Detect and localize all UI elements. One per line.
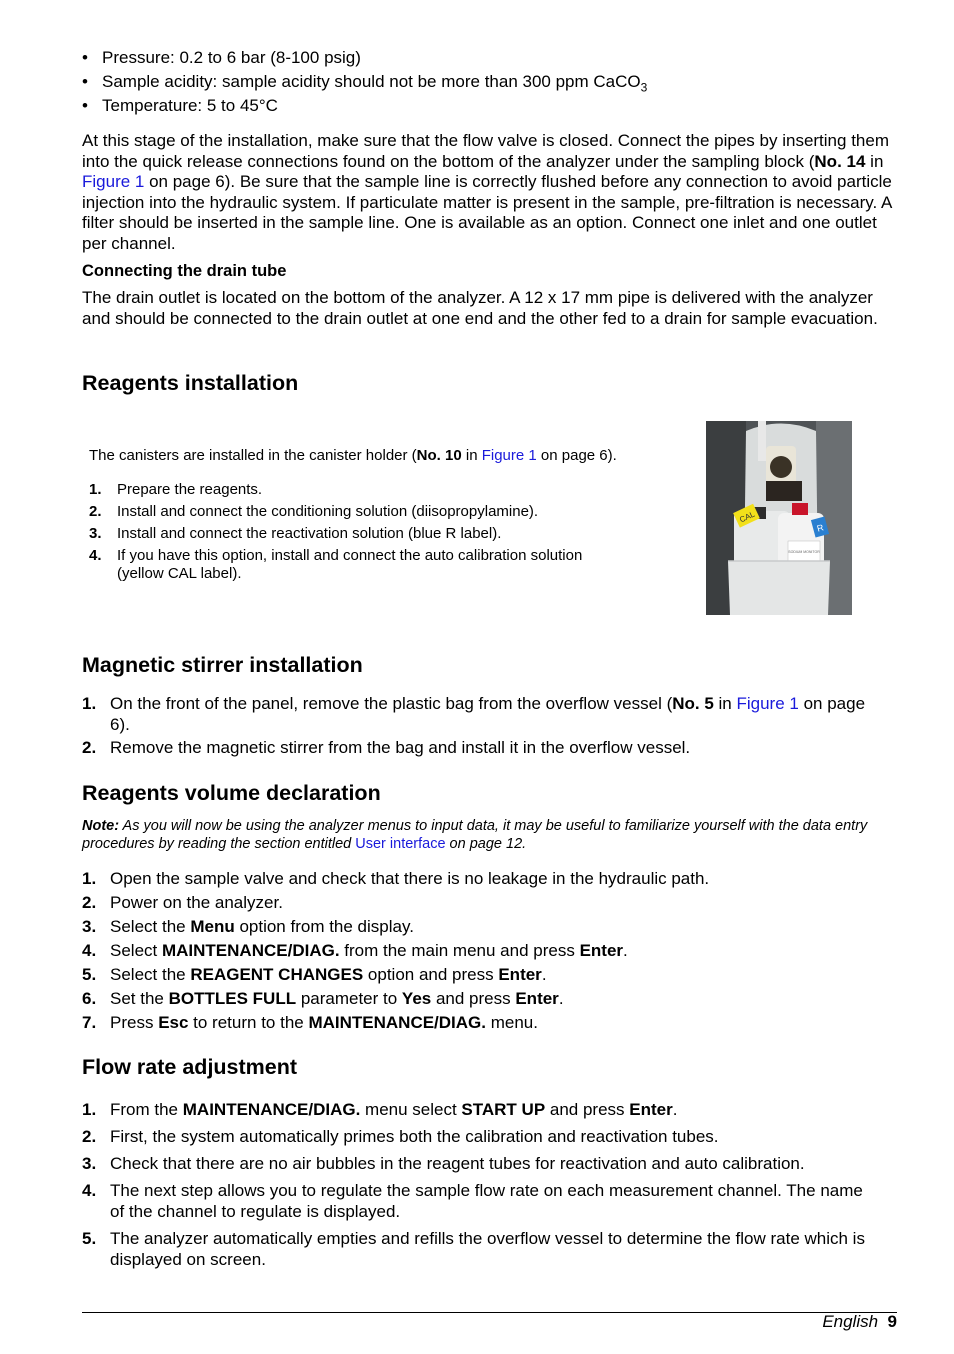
list-item (82, 941, 872, 962)
bold-run: No. 14 (814, 151, 866, 171)
text-run: Select (110, 940, 162, 960)
reagents-volume-heading: Reagents volume declaration (82, 781, 381, 805)
bold-run: Esc (158, 1012, 189, 1032)
page-footer (822, 1312, 897, 1332)
bold-run: MAINTENANCE/DIAG. (161, 940, 340, 960)
step-number: 2. (82, 738, 97, 758)
text-run: Power on the analyzer. (110, 892, 283, 912)
bold-run: REAGENT CHANGES (190, 964, 364, 984)
intro-paragraph (82, 131, 897, 255)
figure-1-link[interactable]: Figure 1 (82, 172, 145, 192)
canister-illustration (706, 421, 852, 615)
text-run: option from the display. (234, 916, 414, 936)
r-label: R (815, 522, 825, 534)
text-run: Select the (110, 964, 191, 984)
text-run: menu select (360, 1100, 462, 1119)
bold-run: START UP (461, 1100, 546, 1119)
text-run: Press (110, 1012, 159, 1032)
list-item (89, 525, 629, 543)
text-run: At this stage of the installation, make sure that the flow valve is closed. Connect the pipes by inserting them into the quick release connections found on the bottom of the analyzer under the sampling block ( (82, 131, 889, 171)
step-number: 7. (82, 1012, 97, 1032)
bold-run: Enter (629, 1100, 673, 1119)
step-number: 2. (82, 892, 97, 912)
bold-run: BOTTLES FULL (168, 988, 297, 1008)
text-run: The canisters are installed in the canister holder ( (89, 447, 417, 464)
bullet-text: Temperature: 5 to 45°C (102, 96, 278, 115)
list-item (82, 1013, 872, 1034)
step-number: 2. (82, 1127, 97, 1147)
list-item (89, 547, 629, 583)
bold-run: No. 5 (672, 694, 714, 713)
footer-rule (82, 1312, 897, 1313)
volume-steps (82, 869, 872, 1037)
stirrer-steps (82, 694, 872, 759)
flow-rate-heading: Flow rate adjustment (82, 1055, 298, 1079)
bullet-dot: • (82, 96, 88, 115)
step-number: 1. (82, 869, 97, 888)
figure-1-link[interactable]: Figure 1 (481, 447, 537, 464)
bold-run: MAINTENANCE/DIAG. (182, 1100, 361, 1119)
list-item (82, 965, 872, 986)
text-run: The next step allows you to regulate the sample flow rate on each measurement channel. The name of the channel to regulate is displayed. (110, 1181, 863, 1221)
text-run: parameter to (296, 988, 402, 1008)
reagents-installation-heading: Reagents installation (82, 371, 299, 395)
step-text: Install and connect the conditioning solution (diisopropylamine). (117, 503, 539, 520)
text-run: in (713, 694, 737, 713)
bottle-label: SODIUM MONITOR (788, 550, 820, 554)
text-run: on page 12. (445, 836, 527, 852)
bullet-item (82, 70, 902, 94)
drain-paragraph: The drain outlet is located on the bottom of the analyzer. A 12 x 17 mm pipe is delivered with the analyzer and should be connected to the drain outlet at one end and the other fed to a drain for sample evacuation. (82, 288, 878, 328)
step-text: Prepare the reagents. (117, 481, 263, 498)
text-run: Select the (110, 916, 191, 936)
note-label: Note: (82, 818, 120, 834)
text-run: option and press (363, 964, 499, 984)
text-run: to return to the (188, 1012, 309, 1032)
text-run: . (623, 940, 628, 960)
bullet-text: Sample acidity: sample acidity should not be more than 300 ppm CaCO (102, 72, 641, 91)
step-number: 3. (82, 1154, 97, 1174)
page-number: 9 (887, 1312, 897, 1331)
step-number: 5. (82, 1228, 97, 1248)
list-item (82, 694, 872, 735)
flow-steps (82, 1100, 872, 1277)
step-number: 2. (89, 503, 102, 520)
figure-1-link[interactable]: Figure 1 (736, 694, 799, 713)
spec-bullet-list (82, 46, 902, 118)
text-run: from the main menu and press (339, 940, 580, 960)
text-run: Check that there are no air bubbles in the reagent tubes for reactivation and auto calibration. (110, 1154, 805, 1174)
list-item (82, 1229, 872, 1270)
reagent-steps (89, 481, 629, 583)
bullet-item (82, 94, 902, 118)
text-run: and press (431, 988, 516, 1008)
user-interface-link[interactable]: User interface (355, 836, 446, 852)
step-number: 4. (89, 547, 102, 564)
step-number: 1. (82, 694, 97, 713)
step-number: 6. (82, 988, 97, 1008)
subscript: 3 (640, 80, 648, 95)
bold-run: No. 10 (416, 447, 462, 464)
text-run: . (558, 988, 564, 1008)
text-run: on page 6). Be sure that the sample line is correctly flushed before any connection to avoid particle injection into the hydraulic system. If particulate matter is present in the sample, pre-filtration is necessary. A filter should be inserted in the sample line. One is available as an option. Connect one inlet and one outlet per channel. (82, 172, 892, 253)
list-item (89, 481, 629, 499)
step-text: Remove the magnetic stirrer from the bag and install it in the overflow vessel. (110, 738, 691, 758)
text-run: menu. (486, 1012, 538, 1032)
list-item (82, 917, 872, 938)
list-item (82, 1181, 872, 1222)
step-number: 3. (82, 916, 97, 936)
list-item (89, 503, 629, 521)
text-run: From the (110, 1100, 183, 1119)
bullet-item (82, 46, 902, 70)
text-run: As you will now be using the analyzer menus to input data, it may be useful to familiarize yourself with the data entry procedures by reading the section entitled (82, 818, 868, 852)
step-text: If you have this option, install and connect the auto calibration solution (yellow CAL label). (117, 547, 583, 582)
list-item (82, 869, 872, 890)
step-number: 4. (82, 1181, 97, 1201)
text-run: in (461, 447, 482, 464)
text-run: Set the (110, 988, 169, 1008)
bold-run: Enter (515, 988, 559, 1008)
bullet-dot: • (82, 48, 88, 67)
bold-run: MAINTENANCE/DIAG. (308, 1012, 487, 1032)
text-run: First, the system automatically primes both the calibration and reactivation tubes. (110, 1127, 719, 1147)
step-number: 3. (89, 525, 102, 542)
text-run: on page 6). (110, 694, 866, 734)
list-item (82, 1100, 872, 1121)
note-paragraph (82, 817, 882, 853)
step-text: Install and connect the reactivation solution (blue R label). (117, 525, 502, 542)
text-run: in (865, 151, 884, 171)
bold-run: Menu (190, 916, 235, 936)
list-item (82, 989, 872, 1010)
bold-run: Yes (401, 988, 432, 1008)
drain-subheading: Connecting the drain tube (82, 262, 287, 280)
text-run: on page 6). (536, 447, 617, 464)
text-run: . (672, 1100, 678, 1119)
list-item (82, 1154, 872, 1175)
list-item (82, 893, 872, 914)
canister-intro (89, 446, 689, 465)
text-run: Open the sample valve and check that there is no leakage in the hydraulic path. (110, 869, 710, 888)
magnetic-stirrer-heading: Magnetic stirrer installation (82, 653, 363, 677)
list-item (82, 1127, 872, 1148)
step-number: 1. (82, 1100, 97, 1119)
text-run: The analyzer automatically empties and refills the overflow vessel to determine the flow rate which is displayed on screen. (110, 1228, 865, 1269)
bold-run: Enter (579, 940, 624, 960)
bullet-dot: • (82, 72, 88, 91)
footer-language: English (822, 1312, 879, 1331)
text-run: . (541, 964, 547, 984)
canister-photo (706, 421, 852, 615)
text-run: On the front of the panel, remove the plastic bag from the overflow vessel ( (110, 694, 673, 713)
text-run: and press (545, 1100, 630, 1119)
step-number: 1. (89, 481, 102, 498)
bullet-text: Pressure: 0.2 to 6 bar (8-100 psig) (102, 48, 361, 67)
list-item (82, 738, 872, 759)
step-number: 4. (82, 940, 97, 960)
cal-label: CAL (738, 509, 757, 525)
bold-run: Enter (498, 964, 542, 984)
step-number: 5. (82, 964, 97, 984)
